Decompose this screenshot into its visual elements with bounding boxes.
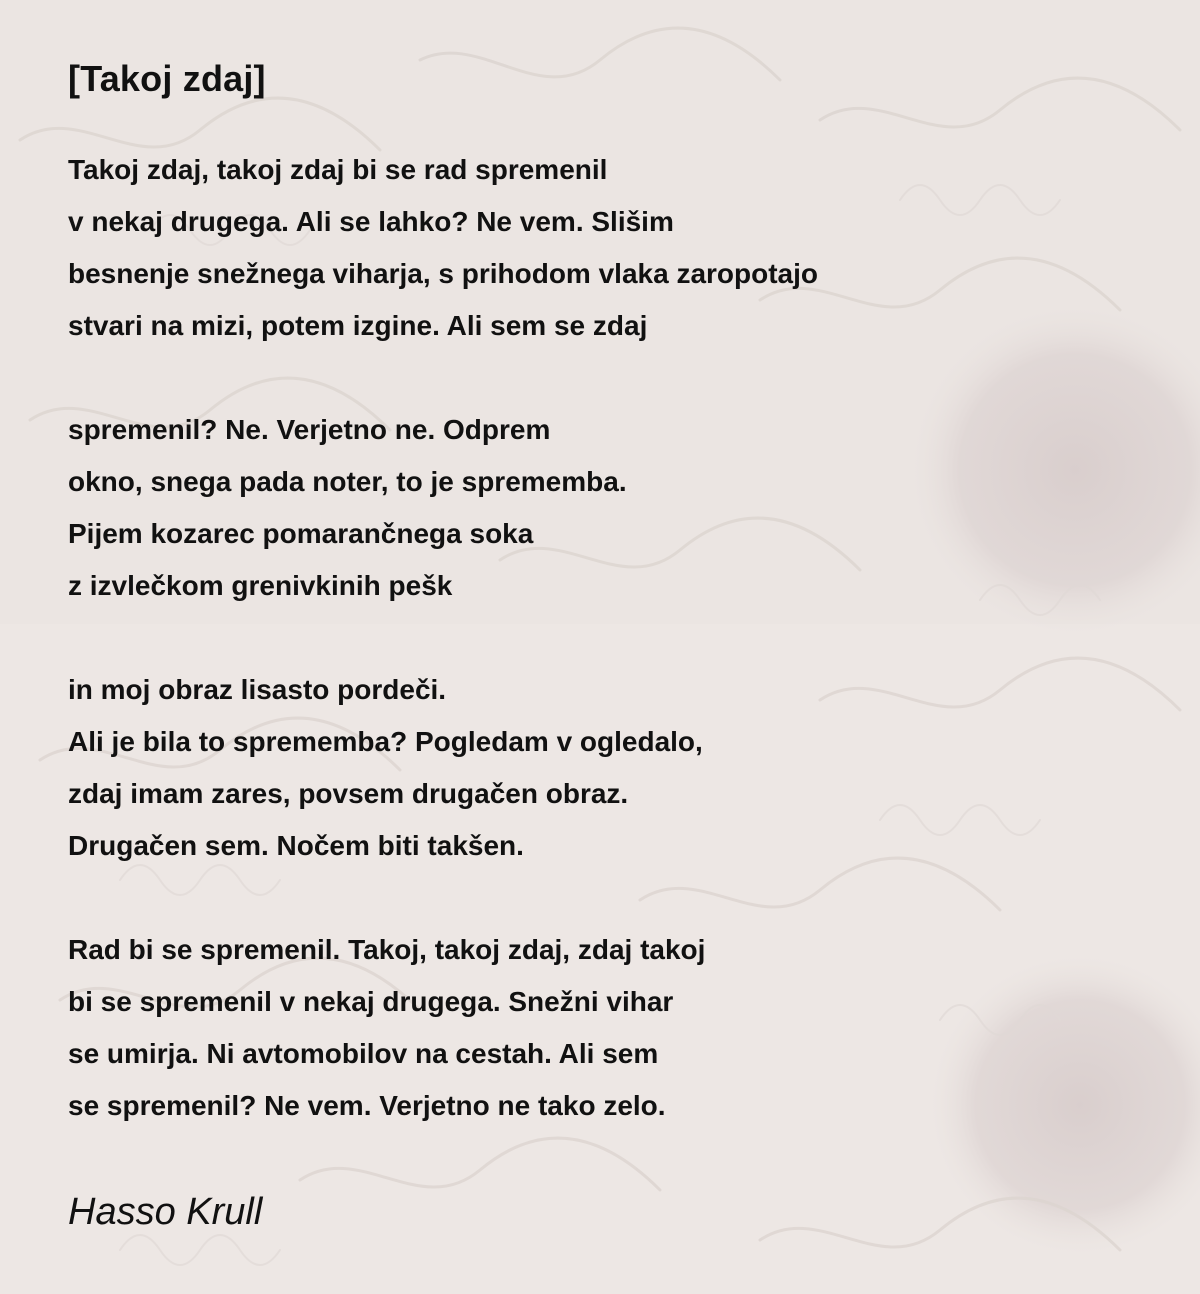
poem-line: bi se spremenil v nekaj drugega. Snežni vihar [68,986,674,1017]
poem-line: zdaj imam zares, povsem drugačen obraz. [68,778,629,809]
poem-line: Ali je bila to sprememba? Pogledam v ogledalo, [68,726,703,757]
poem-line: z izvlečkom grenivkinih pešk [68,570,453,601]
poem-line: Rad bi se spremenil. Takoj, takoj zdaj, zdaj takoj [68,934,706,965]
poem-body [68,144,1200,1132]
stanza-4 [68,924,1200,1132]
poem-line: Pijem kozarec pomarančnega soka [68,518,534,549]
stanza-3 [68,664,1200,872]
poem-line: stvari na mizi, potem izgine. Ali sem se zdaj [68,310,648,341]
poem-line: se spremenil? Ne vem. Verjetno ne tako zelo. [68,1090,666,1121]
poem-line: besnenje snežnega viharja, s prihodom vlaka zaropotajo [68,258,818,289]
poem-title: [Takoj zdaj] [68,58,266,99]
poem-line: Takoj zdaj, takoj zdaj bi se rad spremenil [68,154,608,185]
stanza-2 [68,404,1200,612]
poem-line: in moj obraz lisasto pordeči. [68,674,447,705]
poem-line: v nekaj drugega. Ali se lahko? Ne vem. Slišim [68,206,674,237]
poem-line: se umirja. Ni avtomobilov na cestah. Ali sem [68,1038,659,1069]
poem-line: okno, snega pada noter, to je sprememba. [68,466,627,497]
poem-line: spremenil? Ne. Verjetno ne. Odprem [68,414,551,445]
poem-author: Hasso Krull [68,1191,263,1233]
stanza-1 [68,144,1200,352]
poem-line: Drugačen sem. Nočem biti takšen. [68,830,524,861]
